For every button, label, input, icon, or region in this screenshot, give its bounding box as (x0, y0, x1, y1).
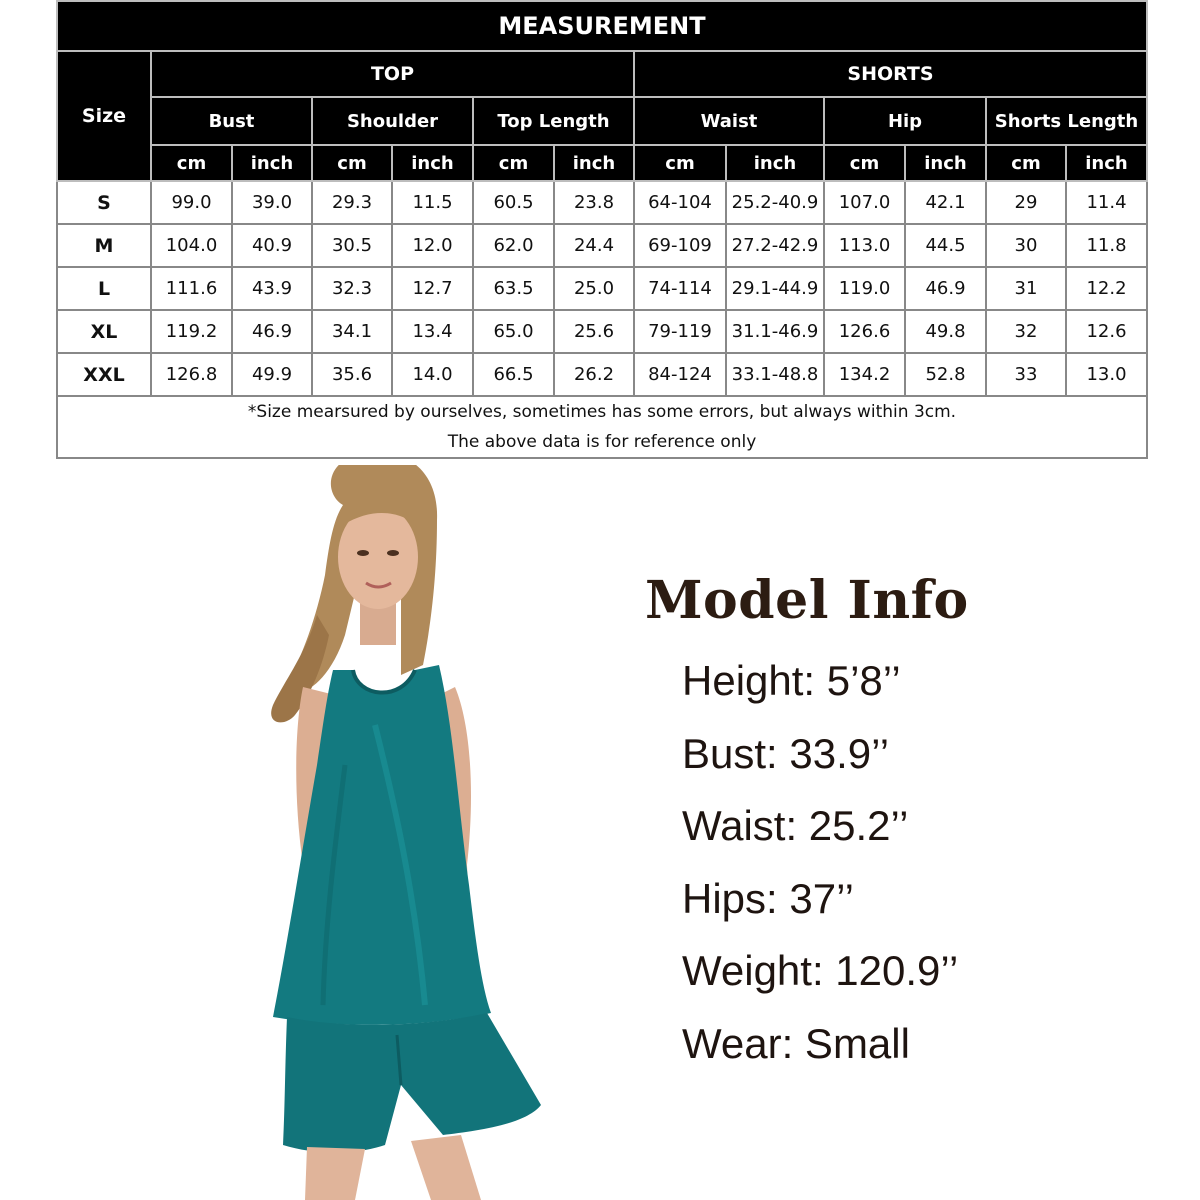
measurement-cell: 11.8 (1066, 224, 1147, 267)
measurement-cell: 46.9 (905, 267, 986, 310)
unit-inch-header: inch (232, 145, 312, 181)
measurement-cell: 84-124 (634, 353, 726, 396)
top-group-header: TOP (151, 51, 634, 97)
measurement-cell: 33.1-48.8 (726, 353, 824, 396)
unit-cm-header: cm (986, 145, 1066, 181)
unit-inch-header: inch (554, 145, 634, 181)
waist-header: Waist (634, 97, 824, 145)
table-row (57, 181, 1147, 224)
measurement-cell: 35.6 (312, 353, 392, 396)
measurement-cell: 79-119 (634, 310, 726, 353)
measurement-cell: 69-109 (634, 224, 726, 267)
unit-inch-header: inch (905, 145, 986, 181)
measurement-cell: 32.3 (312, 267, 392, 310)
model-info-line: Weight: 120.9’’ (682, 947, 959, 994)
measurement-cell: 26.2 (554, 353, 634, 396)
measurement-cell: 13.4 (392, 310, 473, 353)
measurement-cell: 31 (986, 267, 1066, 310)
measurement-cell: 14.0 (392, 353, 473, 396)
shorts-group-header: SHORTS (634, 51, 1147, 97)
size-rows (57, 181, 1147, 396)
unit-cm-header: cm (824, 145, 905, 181)
top-length-header: Top Length (473, 97, 634, 145)
measurement-cell: 40.9 (232, 224, 312, 267)
table-title: MEASUREMENT (57, 1, 1147, 51)
measurement-cell: 60.5 (473, 181, 554, 224)
measurement-cell: 44.5 (905, 224, 986, 267)
measurement-cell: 113.0 (824, 224, 905, 267)
model-info-line: Waist: 25.2’’ (682, 802, 909, 849)
size-label: M (57, 224, 151, 267)
measurement-cell: 25.2-40.9 (726, 181, 824, 224)
model-info-list (645, 645, 1185, 1080)
measurement-cell: 66.5 (473, 353, 554, 396)
size-label: S (57, 181, 151, 224)
size-chart-table (56, 0, 1148, 459)
measurement-cell: 12.0 (392, 224, 473, 267)
measurement-cell: 111.6 (151, 267, 232, 310)
measurement-cell: 29.1-44.9 (726, 267, 824, 310)
model-info-line: Height: 5’8’’ (682, 657, 901, 704)
measurement-cell: 34.1 (312, 310, 392, 353)
measurement-cell: 25.0 (554, 267, 634, 310)
model-shorts-garment (283, 1013, 541, 1153)
unit-cm-header: cm (473, 145, 554, 181)
size-label: XL (57, 310, 151, 353)
model-info-line: Hips: 37’’ (682, 874, 854, 922)
measurement-cell: 107.0 (824, 181, 905, 224)
measurement-cell: 119.0 (824, 267, 905, 310)
measurement-cell: 23.8 (554, 181, 634, 224)
unit-cm-header: cm (312, 145, 392, 181)
hip-header: Hip (824, 97, 986, 145)
measurement-cell: 65.0 (473, 310, 554, 353)
measurement-cell: 63.5 (473, 267, 554, 310)
measurement-cell: 32 (986, 310, 1066, 353)
table-row (57, 267, 1147, 310)
footnote-line-1: *Size mearsured by ourselves, sometimes has some errors, but always within 3cm. (247, 402, 957, 422)
measurement-cell: 13.0 (1066, 353, 1147, 396)
shoulder-header: Shoulder (312, 97, 473, 145)
bust-header: Bust (151, 97, 312, 145)
measurement-cell: 39.0 (232, 181, 312, 224)
measurement-cell: 12.6 (1066, 310, 1147, 353)
measurement-cell: 62.0 (473, 224, 554, 267)
measurement-cell: 30.5 (312, 224, 392, 267)
measurement-cell: 12.7 (392, 267, 473, 310)
model-info-line: Wear: Small (682, 1019, 910, 1067)
measurement-cell: 11.4 (1066, 181, 1147, 224)
measurement-cell: 126.8 (151, 353, 232, 396)
unit-inch-header: inch (726, 145, 824, 181)
measurement-cell: 33 (986, 353, 1066, 396)
measurement-cell: 119.2 (151, 310, 232, 353)
measurement-cell: 64-104 (634, 181, 726, 224)
measurement-cell: 43.9 (232, 267, 312, 310)
measurement-cell: 25.6 (554, 310, 634, 353)
footnote-line-2: The above data is for reference only (447, 432, 757, 452)
measurement-cell: 27.2-42.9 (726, 224, 824, 267)
table-row (57, 310, 1147, 353)
size-column-header: Size (57, 51, 151, 181)
model-info-panel (645, 570, 1185, 1080)
measurement-cell: 99.0 (151, 181, 232, 224)
measurement-cell: 49.8 (905, 310, 986, 353)
table-row (57, 224, 1147, 267)
size-label: L (57, 267, 151, 310)
measurement-cell: 46.9 (232, 310, 312, 353)
measurement-cell: 134.2 (824, 353, 905, 396)
size-label: XXL (57, 353, 151, 396)
measurement-cell: 104.0 (151, 224, 232, 267)
measurement-cell: 126.6 (824, 310, 905, 353)
measurement-cell: 24.4 (554, 224, 634, 267)
model-photo (225, 465, 605, 1200)
shorts-length-header: Shorts Length (986, 97, 1147, 145)
measurement-cell: 12.2 (1066, 267, 1147, 310)
measurement-cell: 42.1 (905, 181, 986, 224)
unit-inch-header: inch (1066, 145, 1147, 181)
unit-inch-header: inch (392, 145, 473, 181)
measurement-cell: 31.1-46.9 (726, 310, 824, 353)
measurement-cell: 11.5 (392, 181, 473, 224)
table-row (57, 353, 1147, 396)
measurement-cell: 49.9 (232, 353, 312, 396)
model-info-title: Model Info (645, 570, 969, 631)
measurement-cell: 52.8 (905, 353, 986, 396)
measurement-cell: 30 (986, 224, 1066, 267)
measurement-cell: 74-114 (634, 267, 726, 310)
table-footnote (57, 396, 1147, 458)
measurement-cell: 29 (986, 181, 1066, 224)
measurement-cell: 29.3 (312, 181, 392, 224)
model-info-line: Bust: 33.9’’ (682, 729, 890, 777)
unit-cm-header: cm (634, 145, 726, 181)
unit-cm-header: cm (151, 145, 232, 181)
